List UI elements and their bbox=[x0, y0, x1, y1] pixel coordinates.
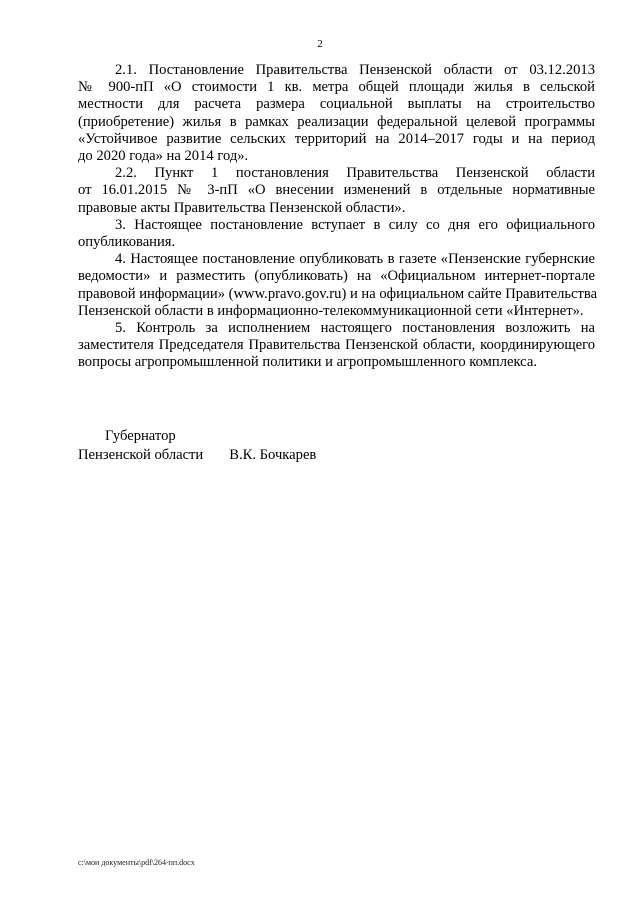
paragraph-4 bbox=[78, 251, 598, 320]
text-line: местности для расчета размера социальной выплаты на строительство bbox=[78, 96, 595, 113]
text-line: вопросы агропромышленной политики и агропромышленного комплекса. bbox=[78, 354, 537, 371]
text-line: № 900-пП «О стоимости 1 кв. метра общей площади жилья в сельской bbox=[78, 79, 595, 96]
signer-title: Губернатор bbox=[105, 428, 176, 444]
text-line: правовой информации» (www.pravo.gov.ru) и на официальном сайте Правительства bbox=[78, 285, 598, 302]
text-line: 4. Настоящее постановление опубликовать в газете «Пензенские губернские bbox=[115, 251, 595, 268]
text-line: Пензенской области в информационно-телекоммуникационной сети «Интернет». bbox=[78, 302, 584, 319]
signer-row bbox=[78, 446, 316, 465]
text-line: 5. Контроль за исполнением настоящего постановления возложить на bbox=[115, 320, 595, 337]
paragraph-3 bbox=[78, 217, 595, 251]
text-line: опубликования. bbox=[78, 234, 176, 251]
signer-name: В.К. Бочкарев bbox=[229, 447, 317, 463]
text-line: 2.1. Постановление Правительства Пензенской области от 03.12.2013 bbox=[115, 62, 595, 78]
signer-region: Пензенской области bbox=[78, 447, 204, 463]
text-line: до 2020 года» на 2014 год». bbox=[78, 148, 249, 165]
text-line: «Устойчивое развитие сельских территорий на 2014–2017 годы и на период bbox=[78, 130, 595, 147]
text-line: 2.2. Пункт 1 постановления Правительства Пензенской области bbox=[115, 165, 595, 182]
document-body bbox=[78, 62, 598, 372]
text-line: заместителя Председателя Правительства Пензенской области, координирующего bbox=[78, 337, 595, 354]
paragraph-2-2 bbox=[78, 165, 595, 217]
page-number: 2 bbox=[317, 38, 323, 50]
paragraph-5 bbox=[78, 320, 595, 372]
file-path-footer: c:\мои документы\pdf\264-пп.docx bbox=[78, 858, 195, 867]
text-line: ведомости» и разместить (опубликовать) на «Официальном интернет-портале bbox=[78, 268, 595, 285]
text-line: правовые акты Правительства Пензенской области». bbox=[78, 199, 406, 216]
text-line: от 16.01.2015 № 3-пП «О внесении изменений в отдельные нормативные bbox=[78, 182, 595, 199]
text-line: 3. Настоящее постановление вступает в силу со дня его официального bbox=[115, 216, 595, 233]
text-line: (приобретение) жилья в рамках реализации федеральной целевой программы bbox=[78, 113, 595, 130]
paragraph-2-1 bbox=[78, 62, 595, 165]
signature-block bbox=[78, 427, 316, 465]
